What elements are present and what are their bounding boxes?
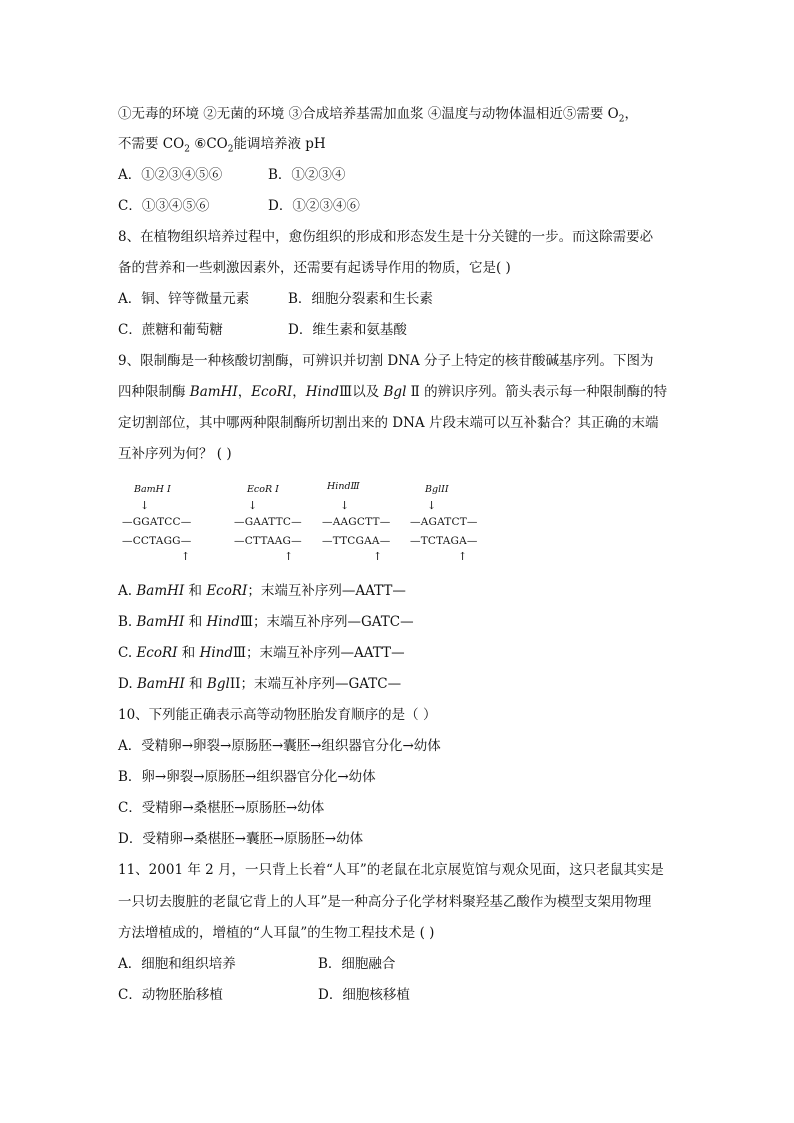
enzyme-label-hindiii: HindⅢ <box>327 481 360 492</box>
q9-line-1: 9、限制酶是一种核酸切割酶，可辨识并切割 DNA 分子上特定的核苷酸碱基序列。下图为 <box>118 353 654 369</box>
q10-option-a: A．受精卵→卵裂→原肠胚→囊胚→组织器官分化→幼体 <box>118 738 441 754</box>
enzyme-label-bamhi: BamH I <box>134 484 171 495</box>
q8-option-a: A．铜、锌等微量元素 <box>118 291 250 307</box>
intro-line-1: ①无毒的环境 ②无菌的环境 ③合成培养基需加血浆 ④温度与动物体温相近⑤需要 $O_2$， <box>118 106 638 125</box>
cut-arrow-down-icon: ↓ <box>140 499 150 512</box>
q9-line-4: 互补序列为何？ ( ) <box>118 446 232 462</box>
q9-option-b: B. BamHI 和 HindⅢ；末端互补序列—GATC— <box>118 614 414 630</box>
intro-option-d: D．①②③④⑥ <box>268 198 360 214</box>
cut-arrow-down-icon: ↓ <box>427 499 437 512</box>
sequence-bottom-hindiii: —TTCGAA— <box>322 535 391 547</box>
sequence-top-bglii: —AGATCT— <box>410 516 478 528</box>
q8-line-1: 8、在植物组织培养过程中，愈伤组织的形成和形态发生是十分关键的一步。而这除需要必 <box>118 229 654 245</box>
q10-option-d: D．受精卵→桑椹胚→囊胚→原肠胚→幼体 <box>118 831 364 847</box>
q11-line-1: 11、2001 年 2 月，一只背上长着“人耳”的老鼠在北京展览馆与观众见面，这只老鼠其实是 <box>118 862 664 878</box>
q10-line-1: 10、下列能正确表示高等动物胚胎发育顺序的是（ ） <box>118 707 437 723</box>
cut-arrow-down-icon: ↓ <box>340 499 350 512</box>
cut-arrow-up-icon: ↑ <box>181 550 191 563</box>
sequence-bottom-bglii: —TCTAGA— <box>410 535 478 547</box>
cut-arrow-down-icon: ↓ <box>248 499 258 512</box>
q10-option-b: B．卵→卵裂→原肠胚→组织器官分化→幼体 <box>118 769 376 785</box>
sequence-top-ecori: —GAATTC— <box>234 516 302 528</box>
sequence-top-hindiii: —AAGCTT— <box>322 516 391 528</box>
q9-line-2: 四种限制酶 BamHI，EcoRI，HindⅢ以及 Bgl Ⅱ 的辨识序列。箭头表示每一种限制酶的特 <box>118 384 668 400</box>
cut-arrow-up-icon: ↑ <box>284 550 294 563</box>
q11-option-a: A．细胞和组织培养 <box>118 956 236 972</box>
q8-line-2: 备的营养和一些刺激因素外，还需要有起诱导作用的物质，它是( ) <box>118 260 511 276</box>
intro-option-c: C．①③④⑤⑥ <box>118 198 210 214</box>
intro-line-2: 不需要 $CO_2$ $⑥CO_2$能调培养液 pH <box>118 136 326 155</box>
q10-option-c: C．受精卵→桑椹胚→原肠胚→幼体 <box>118 800 325 816</box>
q8-option-c: C．蔗糖和葡萄糖 <box>118 322 223 338</box>
q9-option-c: C. EcoRI 和 HindⅢ；末端互补序列—AATT— <box>118 645 405 661</box>
q9-option-a: A. BamHI 和 EcoRI；末端互补序列—AATT— <box>118 583 406 599</box>
sequence-top-bamhi: —GGATCC— <box>122 516 192 528</box>
sequence-bottom-bamhi: —CCTAGG— <box>122 535 192 547</box>
q8-option-d: D．维生素和氨基酸 <box>288 322 407 338</box>
intro-option-b: B．①②③④ <box>268 167 346 183</box>
cut-arrow-up-icon: ↑ <box>373 550 383 563</box>
enzyme-label-ecori: EcoR I <box>247 484 279 495</box>
q11-option-d: D．细胞核移植 <box>318 987 410 1003</box>
sequence-bottom-ecori: —CTTAAG— <box>234 535 302 547</box>
q11-option-c: C．动物胚胎移植 <box>118 987 223 1003</box>
cut-arrow-up-icon: ↑ <box>458 550 468 563</box>
q9-line-3: 定切割部位，其中哪两种限制酶所切割出来的 DNA 片段末端可以互补黏合？其正确的末端 <box>118 415 659 431</box>
q11-line-2: 一只切去腹脏的老鼠它背上的人耳”是一种高分子化学材料聚羟基乙酸作为模型支架用物理 <box>118 894 652 910</box>
enzyme-label-bglii: BglII <box>425 484 449 495</box>
q8-option-b: B．细胞分裂素和生长素 <box>288 291 433 307</box>
q9-option-d: D. BamHI 和 BglII；末端互补序列—GATC— <box>118 676 402 692</box>
q11-line-3: 方法增植成的，增植的“人耳鼠”的生物工程技术是 ( ) <box>118 925 435 941</box>
q11-option-b: B．细胞融合 <box>318 956 396 972</box>
intro-option-a: A．①②③④⑤⑥ <box>118 167 223 183</box>
